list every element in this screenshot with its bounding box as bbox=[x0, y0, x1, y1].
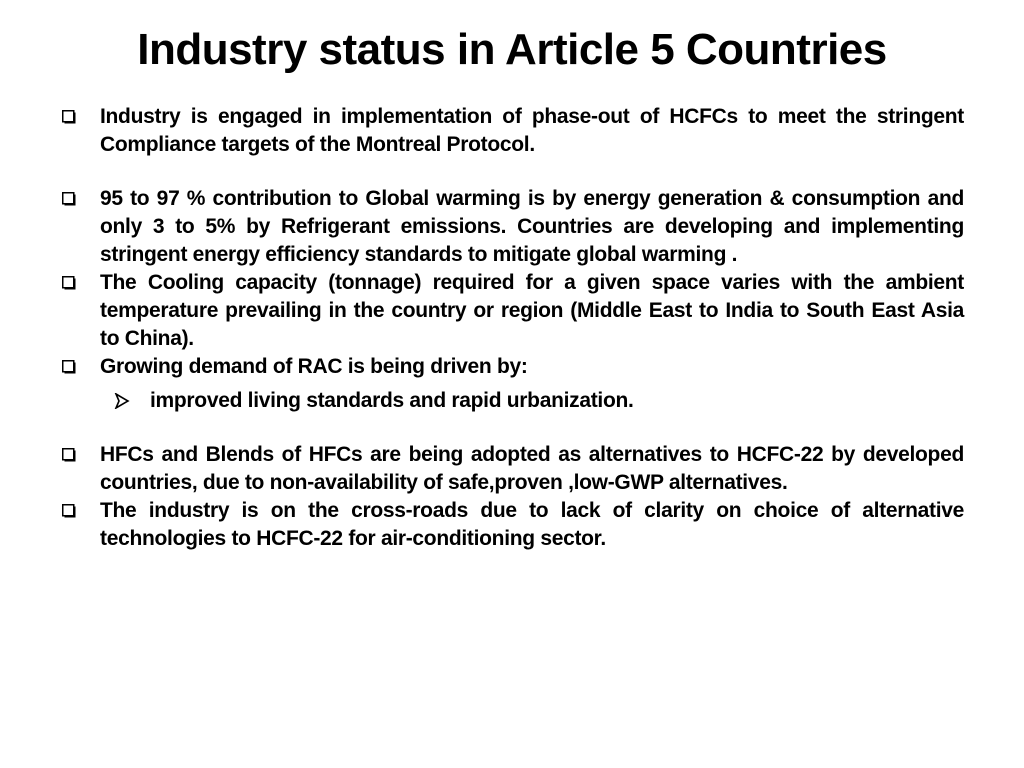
checkbox-bullet-icon bbox=[62, 504, 76, 518]
bullet-text: HFCs and Blends of HFCs are being adopted as alternatives to HCFC-22 by developed countries, due to non-availability of safe,proven ,low-GWP alternatives. bbox=[100, 443, 964, 494]
checkbox-bullet-icon bbox=[62, 110, 76, 124]
bullet-item bbox=[62, 103, 964, 159]
bullet-text: 95 to 97 % contribution to Global warming is by energy generation & consumption and only 3 to 5% by Refrigerant emissions. Countries are developing and implementing stringent energy efficiency standards to mitigate global warming . bbox=[100, 187, 964, 266]
bullet-text: The industry is on the cross-roads due to lack of clarity on choice of alternative technologies to HCFC-22 for air-conditioning sector. bbox=[100, 499, 964, 550]
sub-bullet-text: improved living standards and rapid urbanization. bbox=[150, 389, 634, 412]
arrow-bullet-icon bbox=[114, 393, 130, 409]
bullet-item bbox=[62, 353, 964, 381]
bullet-text: Growing demand of RAC is being driven by: bbox=[100, 355, 528, 378]
bullet-item bbox=[62, 269, 964, 353]
bullet-text: The Cooling capacity (tonnage) required for a given space varies with the ambient temperature prevailing in the country or region (Middle East to India to South East Asia to China). bbox=[100, 271, 964, 350]
checkbox-bullet-icon bbox=[62, 276, 76, 290]
slide-title: Industry status in Article 5 Countries bbox=[137, 25, 887, 74]
bullet-text: Industry is engaged in implementation of phase-out of HCFCs to meet the stringent Compliance targets of the Montreal Protocol. bbox=[100, 105, 964, 156]
bullet-item bbox=[62, 441, 964, 497]
spacer bbox=[62, 415, 964, 441]
bullet-list bbox=[62, 103, 964, 553]
bullet-item bbox=[62, 497, 964, 553]
checkbox-bullet-icon bbox=[62, 192, 76, 206]
checkbox-bullet-icon bbox=[62, 360, 76, 374]
spacer bbox=[62, 159, 964, 185]
sub-bullet-item bbox=[62, 387, 964, 415]
checkbox-bullet-icon bbox=[62, 448, 76, 462]
bullet-item bbox=[62, 185, 964, 269]
